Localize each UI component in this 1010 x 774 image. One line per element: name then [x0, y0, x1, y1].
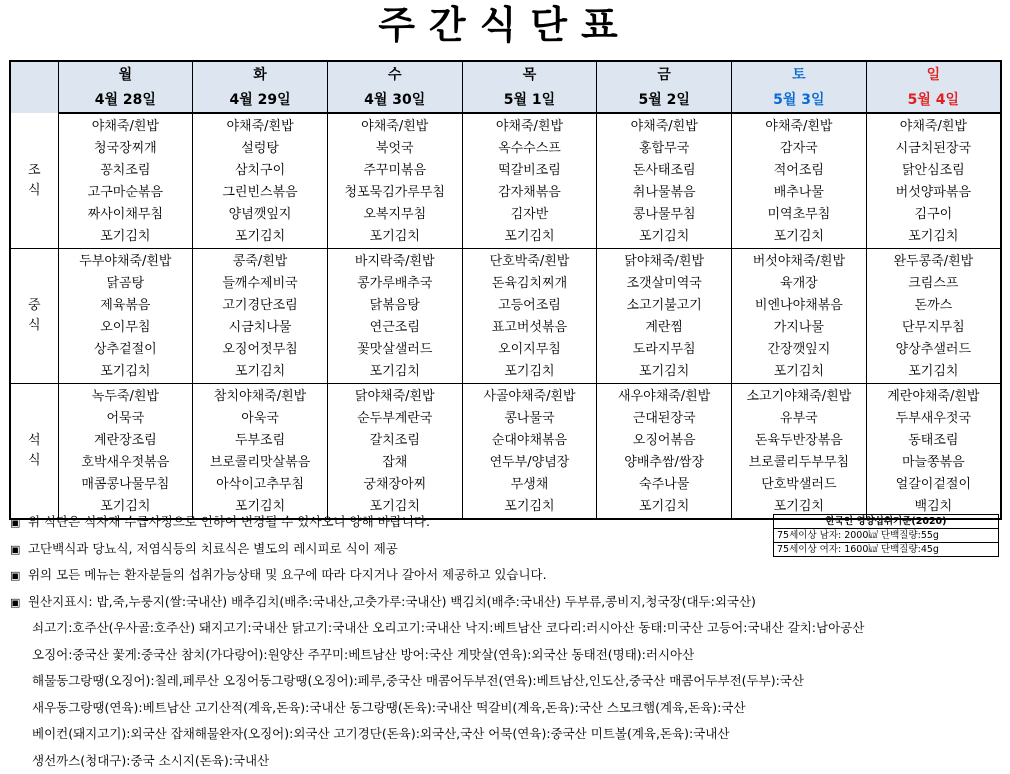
menu-item: 청포묵김가루무침	[328, 182, 462, 204]
menu-item: 옥수수스프	[463, 138, 597, 160]
menu-item: 갈치조림	[328, 430, 462, 452]
menu-item: 양배추쌈/쌈장	[597, 452, 731, 474]
note-item	[10, 589, 1000, 616]
menu-item: 가지나물	[732, 317, 866, 339]
menu-item: 닭야채죽/흰밥	[328, 386, 462, 408]
menu-item: 두부야채죽/흰밥	[59, 251, 193, 273]
menu-item: 고등어조림	[463, 295, 597, 317]
menu-item: 백김치	[867, 496, 1000, 518]
day-header: 화	[193, 61, 328, 88]
menu-item: 도라지무침	[597, 339, 731, 361]
note-item	[10, 562, 1000, 589]
menu-item: 완두콩죽/흰밥	[867, 251, 1000, 273]
menu-item: 감자채볶음	[463, 182, 597, 204]
menu-cell	[193, 113, 328, 249]
menu-cell	[193, 384, 328, 520]
nutrition-header: 한국인 영양섭취기준(2020)	[774, 515, 999, 529]
menu-cell	[597, 249, 732, 384]
menu-cell	[58, 113, 193, 249]
menu-cell	[866, 384, 1001, 520]
menu-item: 야채죽/흰밥	[328, 116, 462, 138]
menu-item: 들깨수제비국	[193, 273, 327, 295]
menu-item: 유부국	[732, 408, 866, 430]
menu-cell	[193, 249, 328, 384]
menu-item: 포기김치	[328, 226, 462, 248]
meal-row	[10, 113, 1001, 249]
menu-item: 돈육두반장볶음	[732, 430, 866, 452]
menu-item: 고기경단조림	[193, 295, 327, 317]
note-text: 위 식단은 식자재 수급사정으로 인하여 변경될 수 있사오니 양해 바랍니다.	[28, 514, 430, 529]
menu-item: 표고버섯볶음	[463, 317, 597, 339]
menu-item: 포기김치	[328, 361, 462, 383]
day-header: 일	[866, 61, 1001, 88]
square-bullet-icon: ▣	[10, 563, 24, 590]
menu-item: 감자국	[732, 138, 866, 160]
menu-item: 닭안심조림	[867, 160, 1000, 182]
day-header: 금	[597, 61, 732, 88]
menu-item: 연근조림	[328, 317, 462, 339]
menu-item: 어묵국	[59, 408, 193, 430]
menu-item: 근대된장국	[597, 408, 731, 430]
nutrition-row-female: 75세이상 여자: 1600㎉ 단백질량:45g	[774, 543, 999, 557]
date-header: 5월 4일	[866, 88, 1001, 113]
menu-item: 포기김치	[463, 361, 597, 383]
notes-section	[10, 509, 1000, 774]
menu-item: 삼치구이	[193, 160, 327, 182]
menu-item: 콩죽/흰밥	[193, 251, 327, 273]
menu-item: 마늘쫑볶음	[867, 452, 1000, 474]
menu-cell	[597, 384, 732, 520]
menu-cell	[597, 113, 732, 249]
square-bullet-icon: ▣	[10, 537, 24, 564]
date-header: 4월 30일	[327, 88, 462, 113]
note-text: 원산지표시: 밥,죽,누룽지(쌀:국내산) 배추김치(배추:국내산,고춧가루:국내산) 백김치(배추:국내산) 두부류,콩비지,청국장(대두:외국산)	[28, 594, 756, 609]
menu-cell	[462, 113, 597, 249]
menu-item: 새우야채죽/흰밥	[597, 386, 731, 408]
menu-cell	[732, 113, 867, 249]
day-header: 월	[58, 61, 193, 88]
square-bullet-icon: ▣	[10, 510, 24, 537]
menu-item: 시금치된장국	[867, 138, 1000, 160]
square-bullet-icon: ▣	[10, 590, 24, 617]
menu-item: 연두부/양념장	[463, 452, 597, 474]
origin-line: 새우동그랑땡(연육):베트남산 고기산적(계육,돈육):국내산 동그랑땡(돈육):국내산 떡갈비(계육,돈육):국산 스모크햄(계육,돈육):국산	[10, 695, 1000, 722]
note-text: 위의 모든 메뉴는 환자분들의 섭취가능상태 및 요구에 따라 다지거나 갈아서 제공하고 있습니다.	[28, 567, 547, 582]
menu-item: 크림스프	[867, 273, 1000, 295]
menu-item: 브로콜리두부무침	[732, 452, 866, 474]
menu-item: 바지락죽/흰밥	[328, 251, 462, 273]
menu-item: 양념깻잎지	[193, 204, 327, 226]
menu-item: 돈까스	[867, 295, 1000, 317]
menu-item: 포기김치	[193, 361, 327, 383]
menu-item: 포기김치	[59, 226, 193, 248]
menu-item: 야채죽/흰밥	[732, 116, 866, 138]
menu-item: 제육볶음	[59, 295, 193, 317]
menu-item: 단호박죽/흰밥	[463, 251, 597, 273]
menu-item: 소고기야채죽/흰밥	[732, 386, 866, 408]
menu-item: 포기김치	[732, 361, 866, 383]
menu-item: 설렁탕	[193, 138, 327, 160]
menu-item: 동태조림	[867, 430, 1000, 452]
menu-item: 간장깻잎지	[732, 339, 866, 361]
menu-item: 청국장찌개	[59, 138, 193, 160]
menu-item: 콩나물국	[463, 408, 597, 430]
menu-item: 아삭이고추무침	[193, 474, 327, 496]
menu-item: 조갯살미역국	[597, 273, 731, 295]
menu-cell	[327, 384, 462, 520]
menu-item: 상추겉절이	[59, 339, 193, 361]
note-text: 고단백식과 당뇨식, 저염식등의 치료식은 별도의 레시피로 식이 제공	[28, 541, 398, 556]
meal-row	[10, 249, 1001, 384]
menu-item: 콩가루배추국	[328, 273, 462, 295]
header-corner	[10, 61, 58, 113]
menu-item: 단호박샐러드	[732, 474, 866, 496]
date-header: 4월 29일	[193, 88, 328, 113]
menu-item: 소고기불고기	[597, 295, 731, 317]
date-header: 5월 1일	[462, 88, 597, 113]
menu-item: 김자반	[463, 204, 597, 226]
menu-item: 잡채	[328, 452, 462, 474]
menu-item: 고구마순볶음	[59, 182, 193, 204]
menu-item: 야채죽/흰밥	[193, 116, 327, 138]
day-header: 수	[327, 61, 462, 88]
menu-cell	[327, 249, 462, 384]
menu-item: 야채죽/흰밥	[463, 116, 597, 138]
menu-item: 오이지무침	[463, 339, 597, 361]
menu-item: 버섯양파볶음	[867, 182, 1000, 204]
menu-item: 주꾸미볶음	[328, 160, 462, 182]
menu-cell	[58, 249, 193, 384]
menu-item: 닭볶음탕	[328, 295, 462, 317]
menu-item: 순대야채볶음	[463, 430, 597, 452]
date-header: 4월 28일	[58, 88, 193, 113]
page-title: 주간식단표	[0, 0, 1010, 56]
origin-line: 베이컨(돼지고기):외국산 잡채해물완자(오징어):외국산 고기경단(돈육):외국산,국산 어묵(연육):중국산 미트볼(계육,돈육):국내산	[10, 721, 1000, 748]
note-item	[10, 536, 1000, 563]
menu-item: 포기김치	[732, 226, 866, 248]
menu-item: 숙주나물	[597, 474, 731, 496]
menu-item: 브로콜리맛살볶음	[193, 452, 327, 474]
menu-item: 오이무침	[59, 317, 193, 339]
menu-item: 닭곰탕	[59, 273, 193, 295]
menu-item: 닭야채죽/흰밥	[597, 251, 731, 273]
menu-item: 매콤콩나물무침	[59, 474, 193, 496]
menu-item: 무생채	[463, 474, 597, 496]
meal-label: 조 식	[10, 113, 58, 249]
menu-item: 취나물볶음	[597, 182, 731, 204]
menu-item: 포기김치	[193, 496, 327, 518]
menu-item: 계란야채죽/흰밥	[867, 386, 1000, 408]
menu-item: 오징어볶음	[597, 430, 731, 452]
menu-cell	[866, 113, 1001, 249]
menu-item: 육개장	[732, 273, 866, 295]
weekly-menu-table	[9, 60, 1002, 520]
menu-cell	[732, 384, 867, 520]
menu-item: 순두부계란국	[328, 408, 462, 430]
menu-item: 야채죽/흰밥	[59, 116, 193, 138]
menu-item: 두부조림	[193, 430, 327, 452]
menu-item: 미역초무침	[732, 204, 866, 226]
menu-item: 포기김치	[867, 226, 1000, 248]
menu-item: 꽁치조림	[59, 160, 193, 182]
menu-item: 아욱국	[193, 408, 327, 430]
menu-cell	[58, 384, 193, 520]
menu-item: 포기김치	[597, 226, 731, 248]
menu-cell	[462, 384, 597, 520]
menu-item: 김구이	[867, 204, 1000, 226]
menu-item: 시금치나물	[193, 317, 327, 339]
menu-item: 버섯야채죽/흰밥	[732, 251, 866, 273]
meal-label: 석 식	[10, 384, 58, 520]
menu-item: 돈육김치찌개	[463, 273, 597, 295]
meal-row	[10, 384, 1001, 520]
menu-item: 북엇국	[328, 138, 462, 160]
origin-line: 생선까스(청대구):중국 소시지(돈육):국내산	[10, 748, 1000, 774]
menu-cell	[462, 249, 597, 384]
menu-item: 단무지무침	[867, 317, 1000, 339]
menu-item: 포기김치	[463, 496, 597, 518]
day-header: 목	[462, 61, 597, 88]
menu-item: 배추나물	[732, 182, 866, 204]
menu-item: 녹두죽/흰밥	[59, 386, 193, 408]
menu-item: 야채죽/흰밥	[597, 116, 731, 138]
nutrition-row-male: 75세이상 남자: 2000㎉ 단백질량:55g	[774, 529, 999, 543]
menu-item: 양상추샐러드	[867, 339, 1000, 361]
menu-item: 포기김치	[328, 496, 462, 518]
menu-item: 호박새우젓볶음	[59, 452, 193, 474]
menu-cell	[327, 113, 462, 249]
menu-item: 떡갈비조림	[463, 160, 597, 182]
origin-line: 오징어:중국산 꽃게:중국산 참치(가다랑어):원양산 주꾸미:베트남산 방어:국산 게맛살(연육):외국산 동태전(명태):러시아산	[10, 642, 1000, 669]
menu-item: 포기김치	[597, 361, 731, 383]
menu-item: 비엔나야채볶음	[732, 295, 866, 317]
menu-item: 얼갈이겉절이	[867, 474, 1000, 496]
origin-line: 쇠고기:호주산(우사골:호주산) 돼지고기:국내산 닭고기:국내산 오리고기:국내산 낙지:베트남산 코다리:러시아산 동태:미국산 고등어:국내산 갈치:남아공산	[10, 615, 1000, 642]
date-header: 5월 3일	[732, 88, 867, 113]
menu-item: 적어조림	[732, 160, 866, 182]
menu-cell	[732, 249, 867, 384]
menu-item: 콩나물무침	[597, 204, 731, 226]
menu-item: 계란장조림	[59, 430, 193, 452]
note-item	[10, 509, 1000, 536]
menu-item: 꽃맛살샐러드	[328, 339, 462, 361]
meal-label: 중 식	[10, 249, 58, 384]
menu-item: 짜사이채무침	[59, 204, 193, 226]
menu-item: 포기김치	[59, 361, 193, 383]
day-header: 토	[732, 61, 867, 88]
menu-item: 두부새우젓국	[867, 408, 1000, 430]
menu-item: 포기김치	[59, 496, 193, 518]
menu-item: 그린빈스볶음	[193, 182, 327, 204]
menu-item: 오복지무침	[328, 204, 462, 226]
menu-item: 참치야채죽/흰밥	[193, 386, 327, 408]
menu-item: 궁채장아찌	[328, 474, 462, 496]
menu-item: 야채죽/흰밥	[867, 116, 1000, 138]
menu-item: 포기김치	[732, 496, 866, 518]
menu-item: 사골야채죽/흰밥	[463, 386, 597, 408]
date-header: 5월 2일	[597, 88, 732, 113]
menu-item: 포기김치	[193, 226, 327, 248]
menu-item: 홍합무국	[597, 138, 731, 160]
menu-cell	[866, 249, 1001, 384]
menu-item: 계란찜	[597, 317, 731, 339]
menu-item: 포기김치	[597, 496, 731, 518]
menu-item: 돈사태조림	[597, 160, 731, 182]
menu-item: 포기김치	[867, 361, 1000, 383]
menu-item: 오징어젓무침	[193, 339, 327, 361]
origin-line: 해물동그랑땡(오징어):칠레,페루산 오징어동그랑땡(오징어):페루,중국산 매콤어두부전(연육):베트남산,인도산,중국산 매콤어두부전(두부):국산	[10, 668, 1000, 695]
menu-item: 포기김치	[463, 226, 597, 248]
